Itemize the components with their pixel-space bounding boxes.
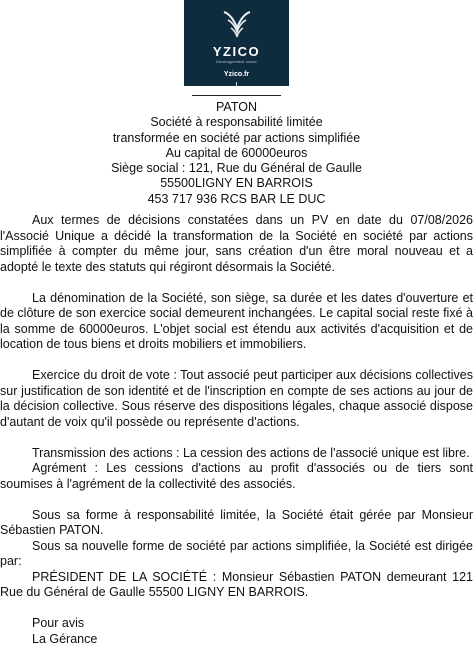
paragraph-president: PRÉSIDENT DE LA SOCIÉTÉ : Monsieur Sébastien PATON demeurant 121 Rue du Général de Gaulle 55500 LIGNY EN BARROIS. — [0, 570, 473, 601]
paragraph-former-management: Sous sa forme à responsabilité limitée, la Société était gérée par Monsieur Sébastien PATON. — [0, 508, 473, 539]
company-city: 55500LIGNY EN BARROIS — [0, 176, 473, 191]
signature-notice: Pour avis — [0, 616, 473, 632]
yzico-emblem-icon — [220, 6, 254, 40]
paragraph-approval: Agrément : Les cessions d'actions au profit d'associés ou de tiers sont soumises à l'agrément de la collectivité des associés. — [0, 461, 473, 492]
signature-management: La Gérance — [0, 632, 473, 647]
company-capital: Au capital de 60000euros — [0, 146, 473, 161]
paragraph-new-management: Sous sa nouvelle forme de société par actions simplifiée, la Société est dirigée par: — [0, 539, 473, 570]
company-name: PATON — [0, 100, 473, 115]
logo-underline — [236, 82, 237, 86]
header-rule — [192, 95, 281, 96]
paragraph-decision: Aux termes de décisions constatées dans un PV en date du 07/08/2026 l'Associé Unique a décidé la transformation de la Société en société par actions simplifiée à compter du même jour, sans création d'un être moral nouveau et a adopté le texte des statuts qui régiront désormais la Société. — [0, 213, 473, 275]
company-transformation: transformée en société par actions simplifiée — [0, 131, 473, 146]
logo-tagline: Développement social — [184, 60, 289, 64]
logo-site: Yzico.fr — [184, 71, 289, 78]
logo-brand: YZICO — [184, 44, 289, 59]
company-form: Société à responsabilité limitée — [0, 115, 473, 130]
paragraph-voting: Exercice du droit de vote : Tout associé peut participer aux décisions collectives sur justification de son identité et de l'inscription en compte de ses actions au jour de la décision collective. Sous réserve des dispositions légales, chaque associé dispose d'autant de voix qu'il possède ou représente d'actions. — [0, 368, 473, 430]
company-rcs: 453 717 936 RCS BAR LE DUC — [0, 192, 473, 207]
logo — [184, 0, 289, 86]
company-header — [0, 100, 473, 207]
paragraph-unchanged: La dénomination de la Société, son siège, sa durée et les dates d'ouverture et de clôture de son exercice social demeurent inchangées. Le capital social reste fixé à la somme de 60000euros. L'objet social est étendu aux activités d'acquisition et de location de tous biens et droits mobiliers et immobiliers. — [0, 291, 473, 353]
paragraph-transfer: Transmission des actions : La cession des actions de l'associé unique est libre. — [0, 446, 473, 462]
company-address: Siège social : 121, Rue du Général de Gaulle — [0, 161, 473, 176]
notice-body — [0, 213, 473, 647]
